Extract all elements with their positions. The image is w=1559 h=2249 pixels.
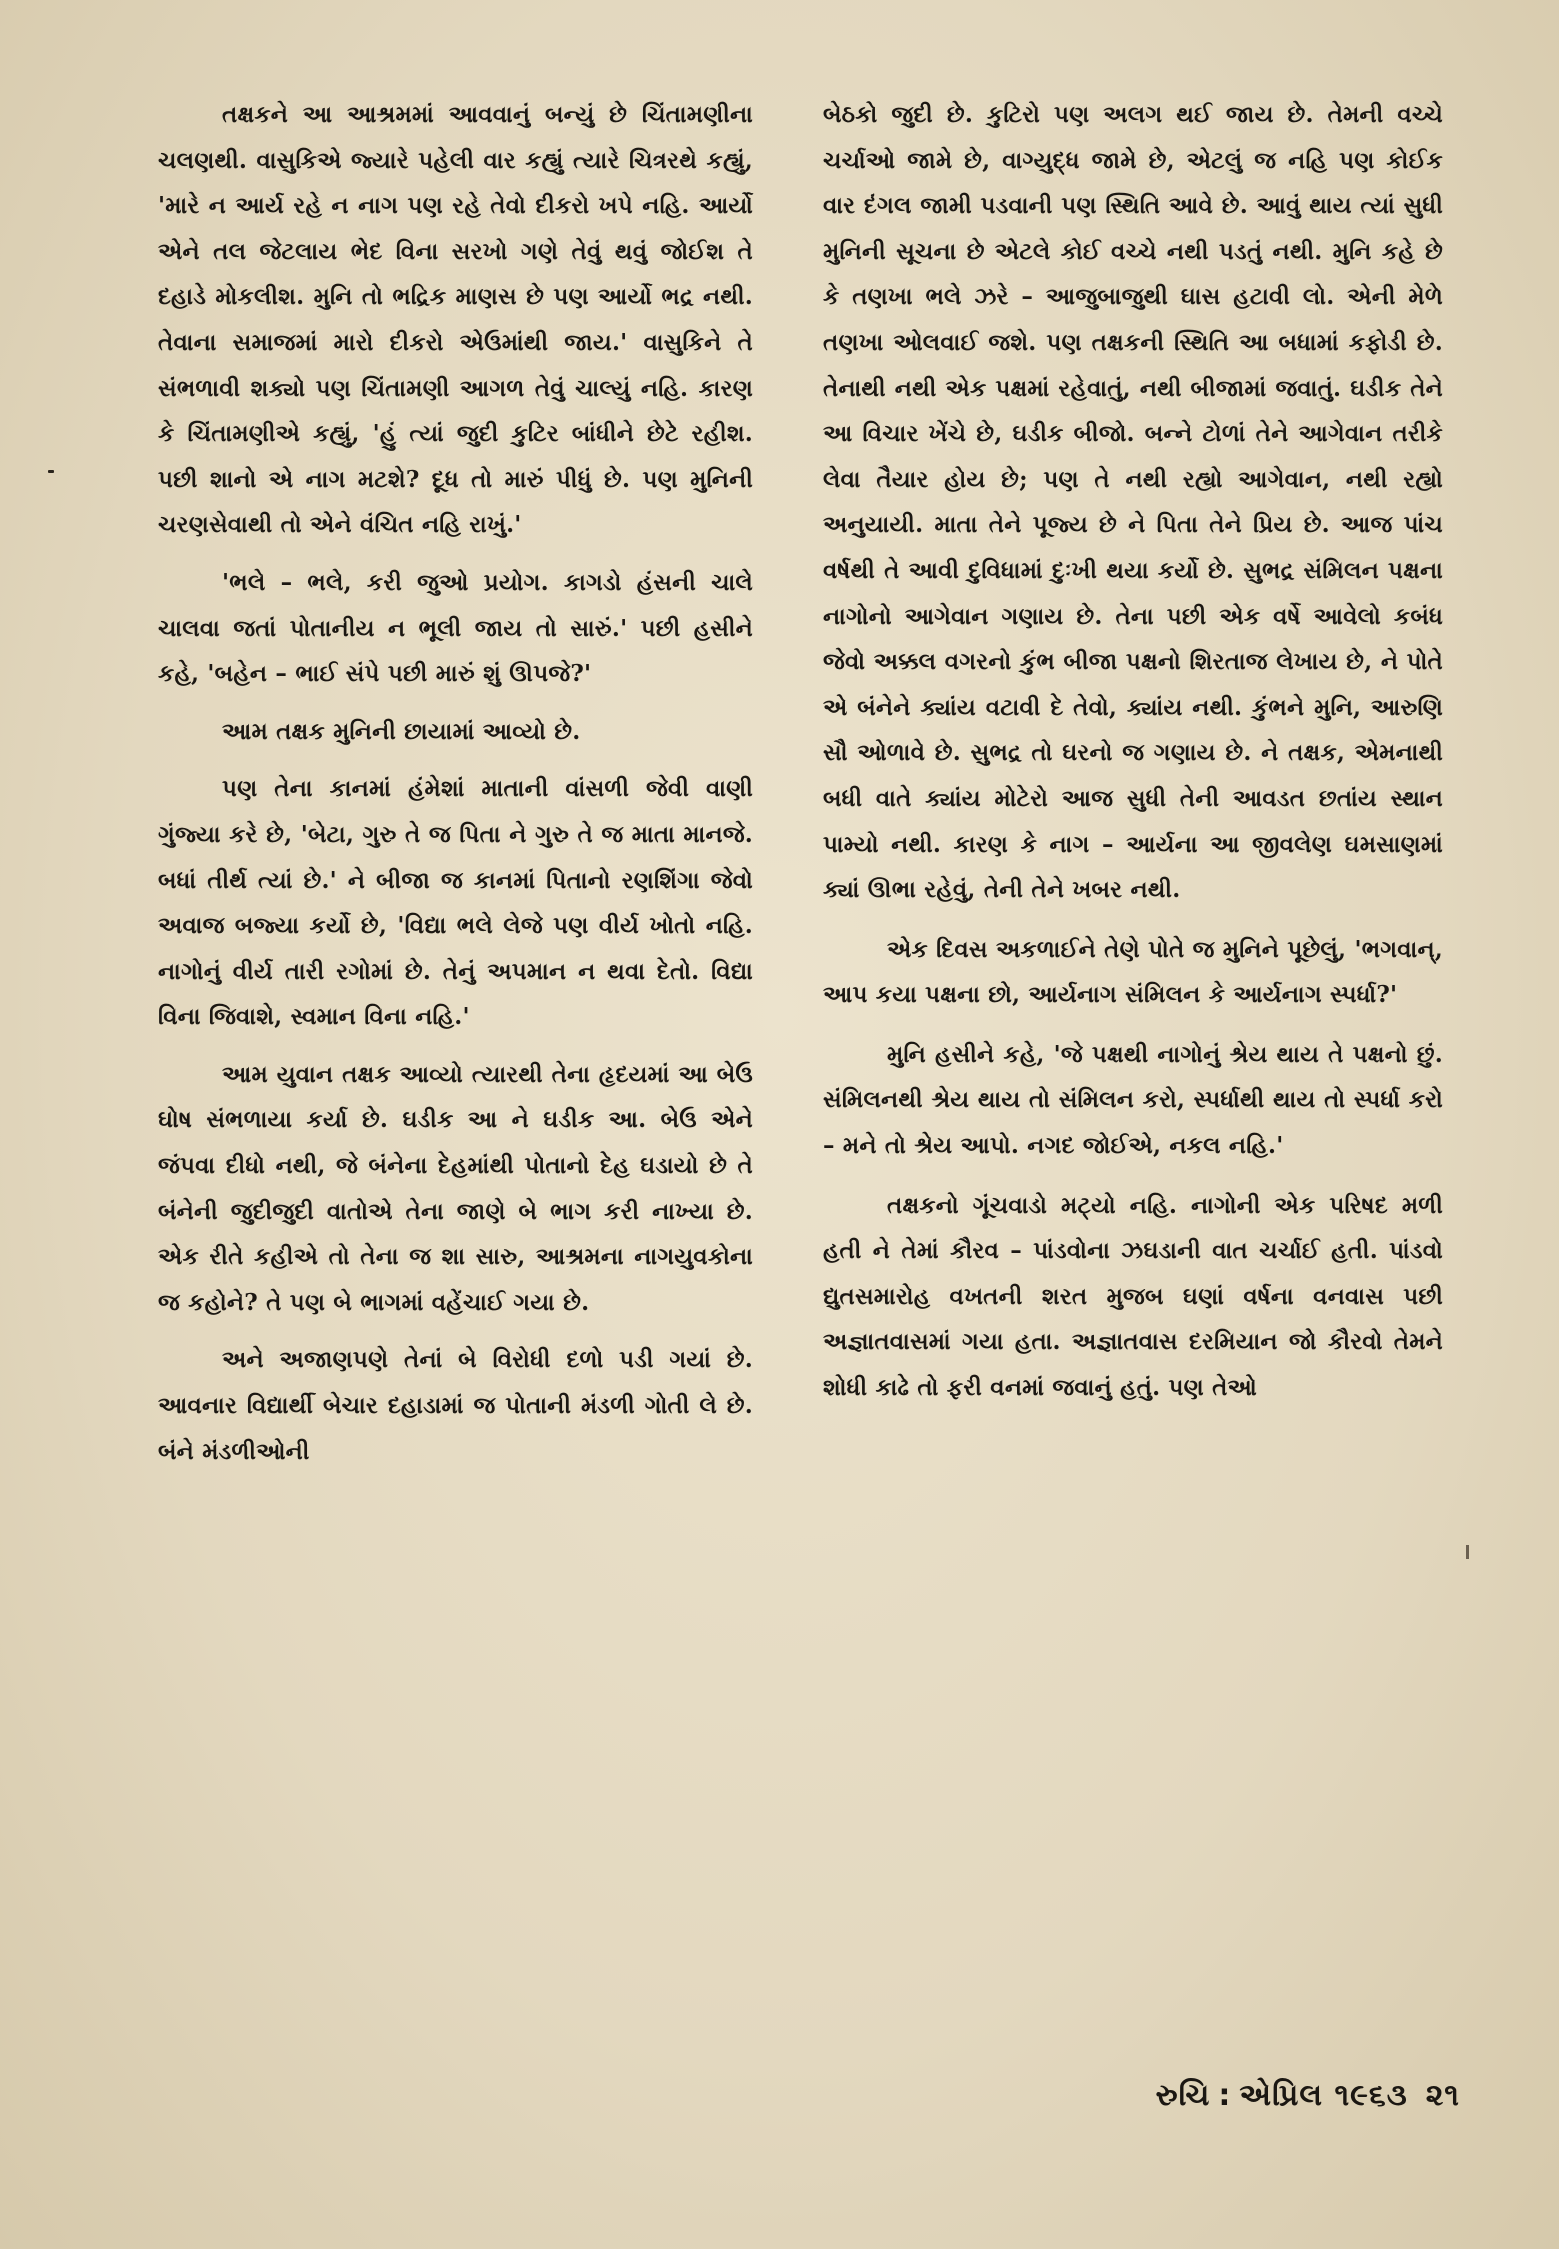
margin-mark	[48, 470, 54, 473]
paragraph: આમ તક્ષક મુનિની છાયામાં આવ્યો છે.	[222, 717, 581, 745]
right-text-column	[823, 92, 1443, 1411]
paragraph: આમ યુવાન તક્ષક આવ્યો ત્યારથી તેના હૃદયમાં આ બેઉ ઘોષ સંભળાયા કર્યા છે. ઘડીક આ ને ઘડીક આ. બેઉ એને જંપવા દીધો નથી, જે બંનેના દેહમાંથી પોતાનો દેહ ઘડાયો છે તે બંનેની જુદીજુદી વાતોએ તેના જાણે બે ભાગ કરી નાખ્યા છે. એક રીતે કહીએ તો તેના જ શા સારુ, આશ્રમના નાગયુવકોના જ કહોને? તે પણ બે ભાગમાં વહેંચાઈ ગયા છે.	[158, 1060, 753, 1316]
paragraph: 'ભલે – ભલે, કરી જુઓ પ્રયોગ. કાગડો હંસની ચાલે ચાલવા જતાં પોતાનીય ન ભૂલી જાય તો સારું.' પછી હસીને કહે, 'બહેન – ભાઈ સંપે પછી મારું શું ઊપજે?'	[158, 568, 753, 688]
paragraph: મુનિ હસીને કહે, 'જે પક્ષથી નાગોનું શ્રેય થાય તે પક્ષનો છું. સંમિલનથી શ્રેય થાય તો સંમિલન કરો, સ્પર્ધાથી થાય તો સ્પર્ધા કરો – મને તો શ્રેય આપો. નગદ જોઈએ, નકલ નહિ.'	[823, 1040, 1443, 1160]
paragraph: પણ તેના કાનમાં હંમેશાં માતાની વાંસળી જેવી વાણી ગુંજ્યા કરે છે, 'બેટા, ગુરુ તે જ પિતા ને ગુરુ તે જ માતા માનજે. બધાં તીર્થ ત્યાં છે.' ને બીજા જ કાનમાં પિતાનો રણશિંગા જેવો અવાજ બજ્યા કર્યો છે, 'વિદ્યા ભલે લેજે પણ વીર્ય ખોતો નહિ. નાગોનું વીર્ય તારી રગોમાં છે. તેનું અપમાન ન થવા દેતો. વિદ્યા વિના જિવાશે, સ્વમાન વિના નહિ.'	[158, 775, 753, 1031]
page-footer	[1080, 2078, 1460, 2113]
left-text-column	[158, 92, 753, 1474]
paragraph: બેઠકો જુદી છે. કુટિરો પણ અલગ થઈ જાય છે. તેમની વચ્ચે ચર્ચાઓ જામે છે, વાગ્યુદ્ધ જામે છે, એટલું જ નહિ પણ કોઈક વાર દંગલ જામી પડવાની પણ સ્થિતિ આવે છે. આવું થાય ત્યાં સુધી મુનિની સૂચના છે એટલે કોઈ વચ્ચે નથી પડતું નથી. મુનિ કહે છે કે તણખા ભલે ઝરે – આજુબાજુથી ઘાસ હટાવી લો. એની મેળે તણખા ઓલવાઈ જશે. પણ તક્ષકની સ્થિતિ આ બધામાં કફોડી છે. તેનાથી નથી એક પક્ષમાં રહેવાતું, નથી બીજામાં જવાતું. ઘડીક તેને આ વિચાર ખેંચે છે, ઘડીક બીજો. બન્ને ટોળાં તેને આગેવાન તરીકે લેવા તૈયાર હોય છે; પણ તે નથી રહ્યો આગેવાન, નથી રહ્યો અનુયાયી. માતા તેને પૂજ્ય છે ને પિતા તેને પ્રિય છે. આજ પાંચ વર્ષથી તે આવી દુવિધામાં દુઃખી થયા કર્યો છે. સુભદ્ર સંમિલન પક્ષના નાગોનો આગેવાન ગણાય છે. તેના પછી એક વર્ષે આવેલો કબંધ જેવો અક્કલ વગરનો કુંભ બીજા પક્ષનો શિરતાજ લેખાય છે, ને પોતે એ બંનેને ક્યાંય વટાવી દે તેવો, ક્યાંય નથી. કુંભને મુનિ, આરુણિ સૌ ઓળાવે છે. સુભદ્ર તો ઘરનો જ ગણાય છે. ને તક્ષક, એમનાથી બધી વાતે ક્યાંય મોટેરો આજ સુધી તેની આવડત છતાંય સ્થાન પામ્યો નથી. કારણ કે નાગ – આર્યના આ જીવલેણ ઘમસાણમાં ક્યાં ઊભા રહેવું, તેની તેને ખબર નથી.	[823, 101, 1443, 904]
paragraph: તક્ષકને આ આશ્રમમાં આવવાનું બન્યું છે ચિંતામણીના ચલણથી. વાસુકિએ જ્યારે પહેલી વાર કહ્યું ત્યારે ચિત્રરથે કહ્યું, 'મારે ન આર્ય રહે ન નાગ પણ રહે તેવો દીકરો ખપે નહિ. આર્યો એને તલ જેટલાય ભેદ વિના સરખો ગણે તેવું થવું જોઈશ તે દહાડે મોકલીશ. મુનિ તો ભદ્રિક માણસ છે પણ આર્યો ભદ્ર નથી. તેવાના સમાજમાં મારો દીકરો એઉમાંથી જાય.' વાસુકિને તે સંભળાવી શક્યો પણ ચિંતામણી આગળ તેવું ચાલ્યું નહિ. કારણ કે ચિંતામણીએ કહ્યું, 'હું ત્યાં જુદી કુટિર બાંધીને છેટે રહીશ. પછી શાનો એ નાગ મટશે? દૂધ તો મારું પીધું છે. પણ મુનિની ચરણસેવાથી તો એને વંચિત નહિ રાખું.'	[158, 101, 753, 539]
paragraph: અને અજાણપણે તેનાં બે વિરોધી દળો પડી ગયાં છે. આવનાર વિદ્યાર્થી બેચાર દહાડામાં જ પોતાની મંડળી ગોતી લે છે. બંને મંડળીઓની	[158, 1346, 753, 1465]
paragraph: તક્ષકનો ગૂંચવાડો મટ્યો નહિ. નાગોની એક પરિષદ મળી હતી ને તેમાં કૌરવ – પાંડવોના ઝઘડાની વાત ચર્ચાઈ હતી. પાંડવો દ્યુતસમારોહ વખતની શરત મુજબ ઘણાં વર્ષના વનવાસ પછી અજ્ઞાતવાસમાં ગયા હતા. અજ્ઞાતવાસ દરમિયાન જો કૌરવો તેમને શોધી કાઢે તો ફરી વનમાં જવાનું હતું. પણ તેઓ	[823, 1191, 1443, 1402]
footer-separator: :	[1218, 2078, 1232, 2113]
page-number: ૨૧	[1425, 2078, 1460, 2113]
issue-date: એપ્રિલ ૧૯૬૩	[1239, 2078, 1408, 2113]
paragraph: એક દિવસ અકળાઈને તેણે પોતે જ મુનિને પૂછેલું, 'ભગવાન્, આપ કયા પક્ષના છો, આર્યનાગ સંમિલન કે આર્યનાગ સ્પર્ધા?'	[823, 935, 1443, 1009]
magazine-name: રુચિ	[1155, 2078, 1211, 2113]
margin-mark	[1466, 1545, 1469, 1559]
